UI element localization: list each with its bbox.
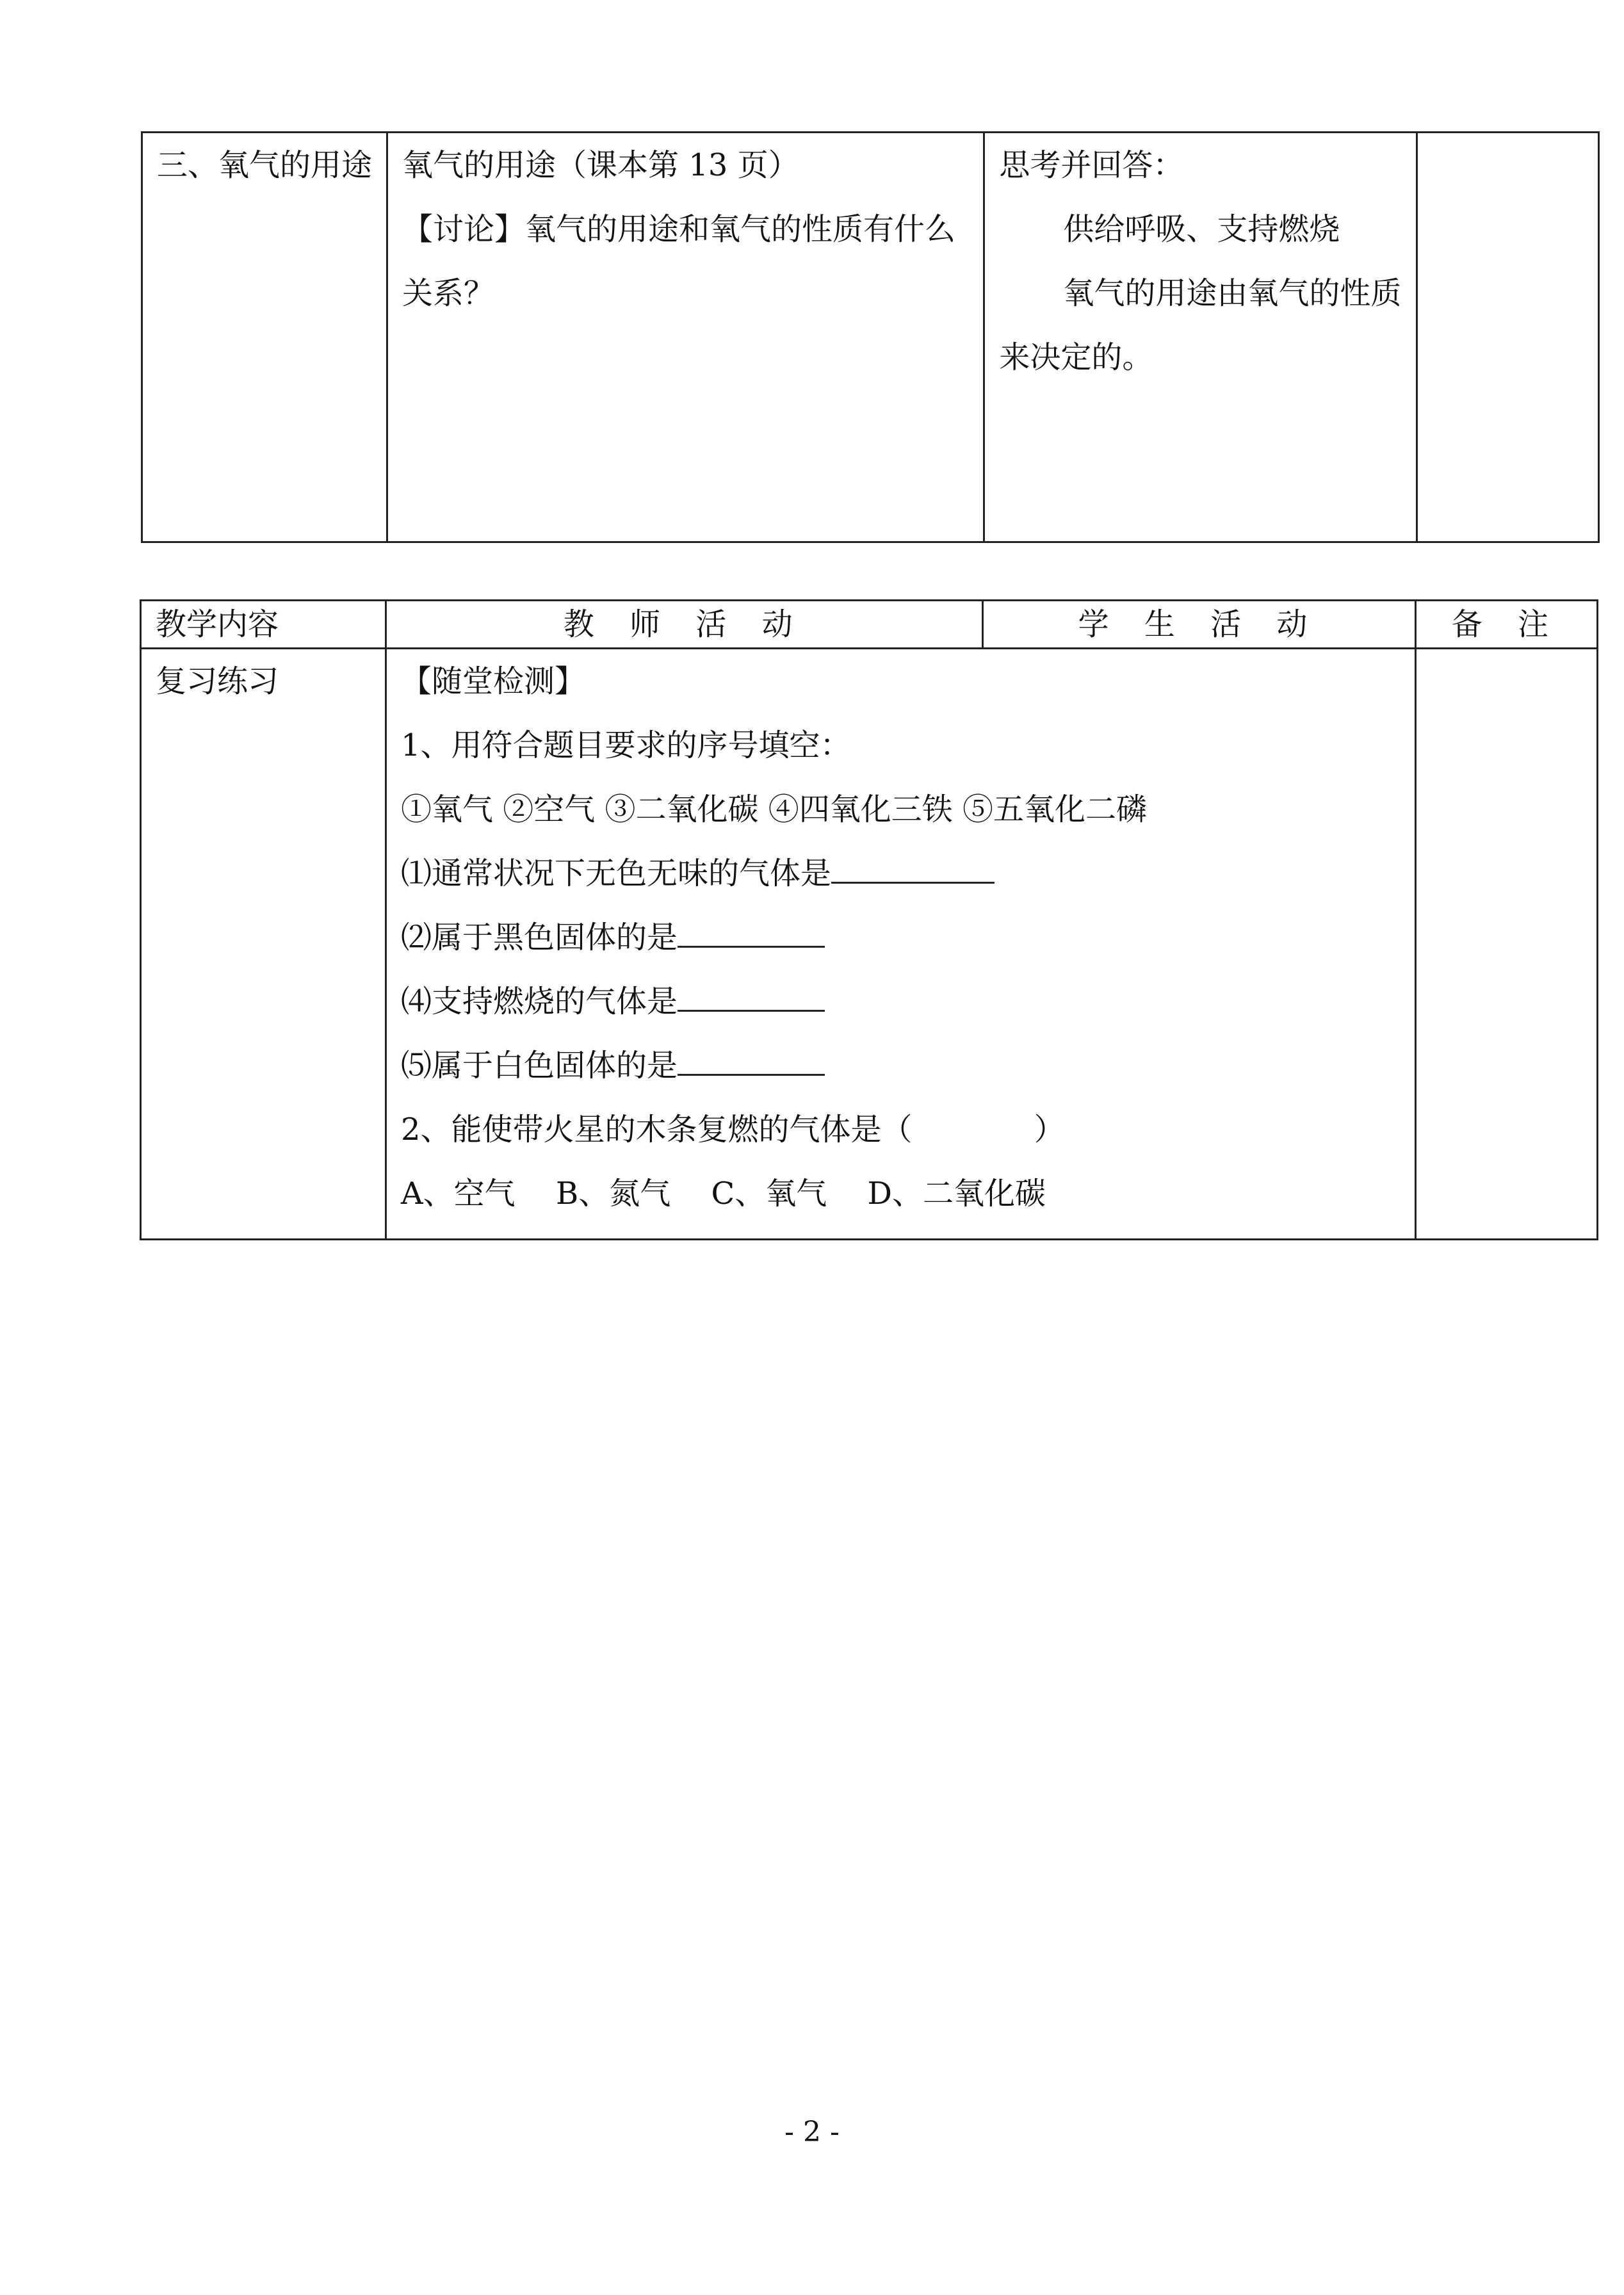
- page-number: - 2 -: [784, 2116, 840, 2148]
- student-answer-2: 氧气的用途由氧气的性质来决定的。: [999, 275, 1402, 375]
- notes-cell: [1415, 649, 1597, 1240]
- question-2-choices: A、空气 B、氮气 C、氧气 D、二氧化碳: [401, 1176, 1046, 1212]
- teacher-title: 氧气的用途（课本第 13 页）: [402, 147, 799, 183]
- question-1-item: ⑸属于白色固体的是: [401, 1034, 1401, 1098]
- student-activity-cell: [984, 133, 1417, 542]
- section-cell: [141, 649, 386, 1240]
- teacher-activity-cell: [387, 133, 984, 542]
- answer-blank: [678, 910, 825, 948]
- teacher-discussion: 【讨论】氧气的用途和氧气的性质有什么关系？: [402, 211, 956, 311]
- header-teacher: 教 师 活 动: [386, 601, 983, 649]
- lesson-table-review: [140, 599, 1598, 1240]
- question-1-stem: 1、用符合题目要求的序号填空：: [401, 727, 851, 763]
- student-prompt: 思考并回答：: [999, 147, 1184, 183]
- answer-blank: [678, 1038, 825, 1076]
- answer-blank: [831, 846, 995, 884]
- question-1-item: ⑵属于黑色固体的是: [401, 905, 1401, 969]
- header-content: 教学内容: [141, 601, 386, 649]
- question-1-item: ⑴通常状况下无色无味的气体是: [401, 841, 1401, 905]
- student-answer-1: 供给呼吸、支持燃烧: [1063, 211, 1340, 247]
- question-1-item: ⑷支持燃烧的气体是: [401, 969, 1401, 1034]
- lesson-table-oxygen-uses: [141, 131, 1600, 543]
- section-title: 三、氧气的用途: [157, 147, 373, 183]
- header-notes: 备 注: [1415, 601, 1597, 649]
- answer-blank: [678, 974, 825, 1012]
- question-2-stem: 2、能使带火星的木条复燃的气体是（ ）: [401, 1112, 1065, 1148]
- exercise-cell: [386, 649, 1416, 1240]
- notes-cell: [1417, 133, 1598, 542]
- header-student: 学 生 活 动: [983, 601, 1415, 649]
- table-row: [141, 649, 1598, 1240]
- table-header-row: [141, 601, 1598, 649]
- section-cell: [142, 133, 387, 542]
- exercise-title: 【随堂检测】: [401, 663, 586, 699]
- table-row: [142, 133, 1599, 542]
- section-title: 复习练习: [156, 663, 279, 699]
- question-1-options: ①氧气 ②空气 ③二氧化碳 ④四氧化三铁 ⑤五氧化二磷: [401, 791, 1148, 827]
